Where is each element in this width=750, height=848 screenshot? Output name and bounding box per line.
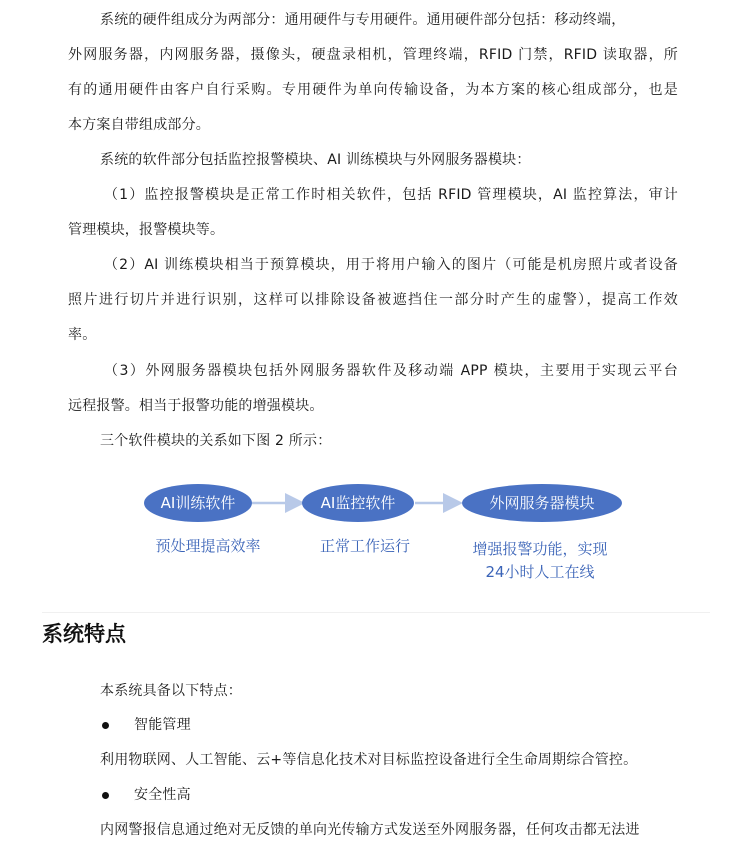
- hardware-line-3: 有的通用硬件由客户自行采购。专用硬件为单向传输设备，为本方案的核心组成部分，也是: [68, 82, 678, 98]
- section-divider: [42, 612, 710, 613]
- item2-line-1: （2）AI 训练模块相当于预算模块，用于将用户输入的图片（可能是机房照片或者设备: [104, 257, 678, 273]
- feature-2-desc: 内网警报信息通过绝对无反馈的单向光传输方式发送至外网服务器，任何攻击都无法进: [100, 822, 640, 838]
- feature-1-desc: 利用物联网、人工智能、云+等信息化技术对目标监控设备进行全生命周期综合管控。: [100, 752, 638, 768]
- item2-line-3: 率。: [68, 327, 97, 343]
- caption-ai-training: 预处理提高效率: [155, 537, 261, 555]
- hardware-line-1: 系统的硬件组成分为两部分：通用硬件与专用硬件。通用硬件部分包括：移动终端，: [100, 12, 626, 28]
- item3-line-1: （3）外网服务器模块包括外网服务器软件及移动端 APP 模块，主要用于实现云平台: [104, 363, 678, 379]
- item2-line-2: 照片进行切片并进行识别，这样可以排除设备被遮挡住一部分时产生的虚警），提高工作效: [68, 292, 678, 308]
- bullet-icon: [102, 722, 109, 729]
- node-ai-training-label: AI训练软件: [160, 494, 236, 512]
- caption-ai-monitoring: 正常工作运行: [319, 537, 411, 555]
- caption-external-server-2: 24小时人工在线: [485, 563, 595, 581]
- hardware-line-4: 本方案自带组成部分。: [68, 117, 210, 133]
- feature-2-title: 安全性高: [134, 787, 191, 803]
- node-ai-monitoring-label: AI监控软件: [320, 494, 396, 512]
- diagram-intro: 三个软件模块的关系如下图 2 所示：: [100, 433, 332, 449]
- bullet-icon: [102, 792, 109, 799]
- feature-1-title: 智能管理: [134, 717, 191, 733]
- node-external-server-label: 外网服务器模块: [489, 494, 595, 512]
- section-title: 系统特点: [42, 622, 126, 646]
- item3-line-2: 远程报警。相当于报警功能的增强模块。: [68, 398, 324, 414]
- item1-line-1: （1）监控报警模块是正常工作时相关软件，包括 RFID 管理模块，AI 监控算法，审计: [104, 187, 678, 203]
- section-intro: 本系统具备以下特点：: [100, 683, 242, 699]
- item1-line-2: 管理模块，报警模块等。: [68, 222, 225, 238]
- caption-external-server-1: 增强报警功能，实现: [472, 540, 608, 558]
- hardware-line-2: 外网服务器，内网服务器，摄像头，硬盘录相机，管理终端，RFID 门禁，RFID 读取器，所: [68, 47, 678, 63]
- software-intro: 系统的软件部分包括监控报警模块、AI 训练模块与外网服务器模块：: [100, 152, 531, 168]
